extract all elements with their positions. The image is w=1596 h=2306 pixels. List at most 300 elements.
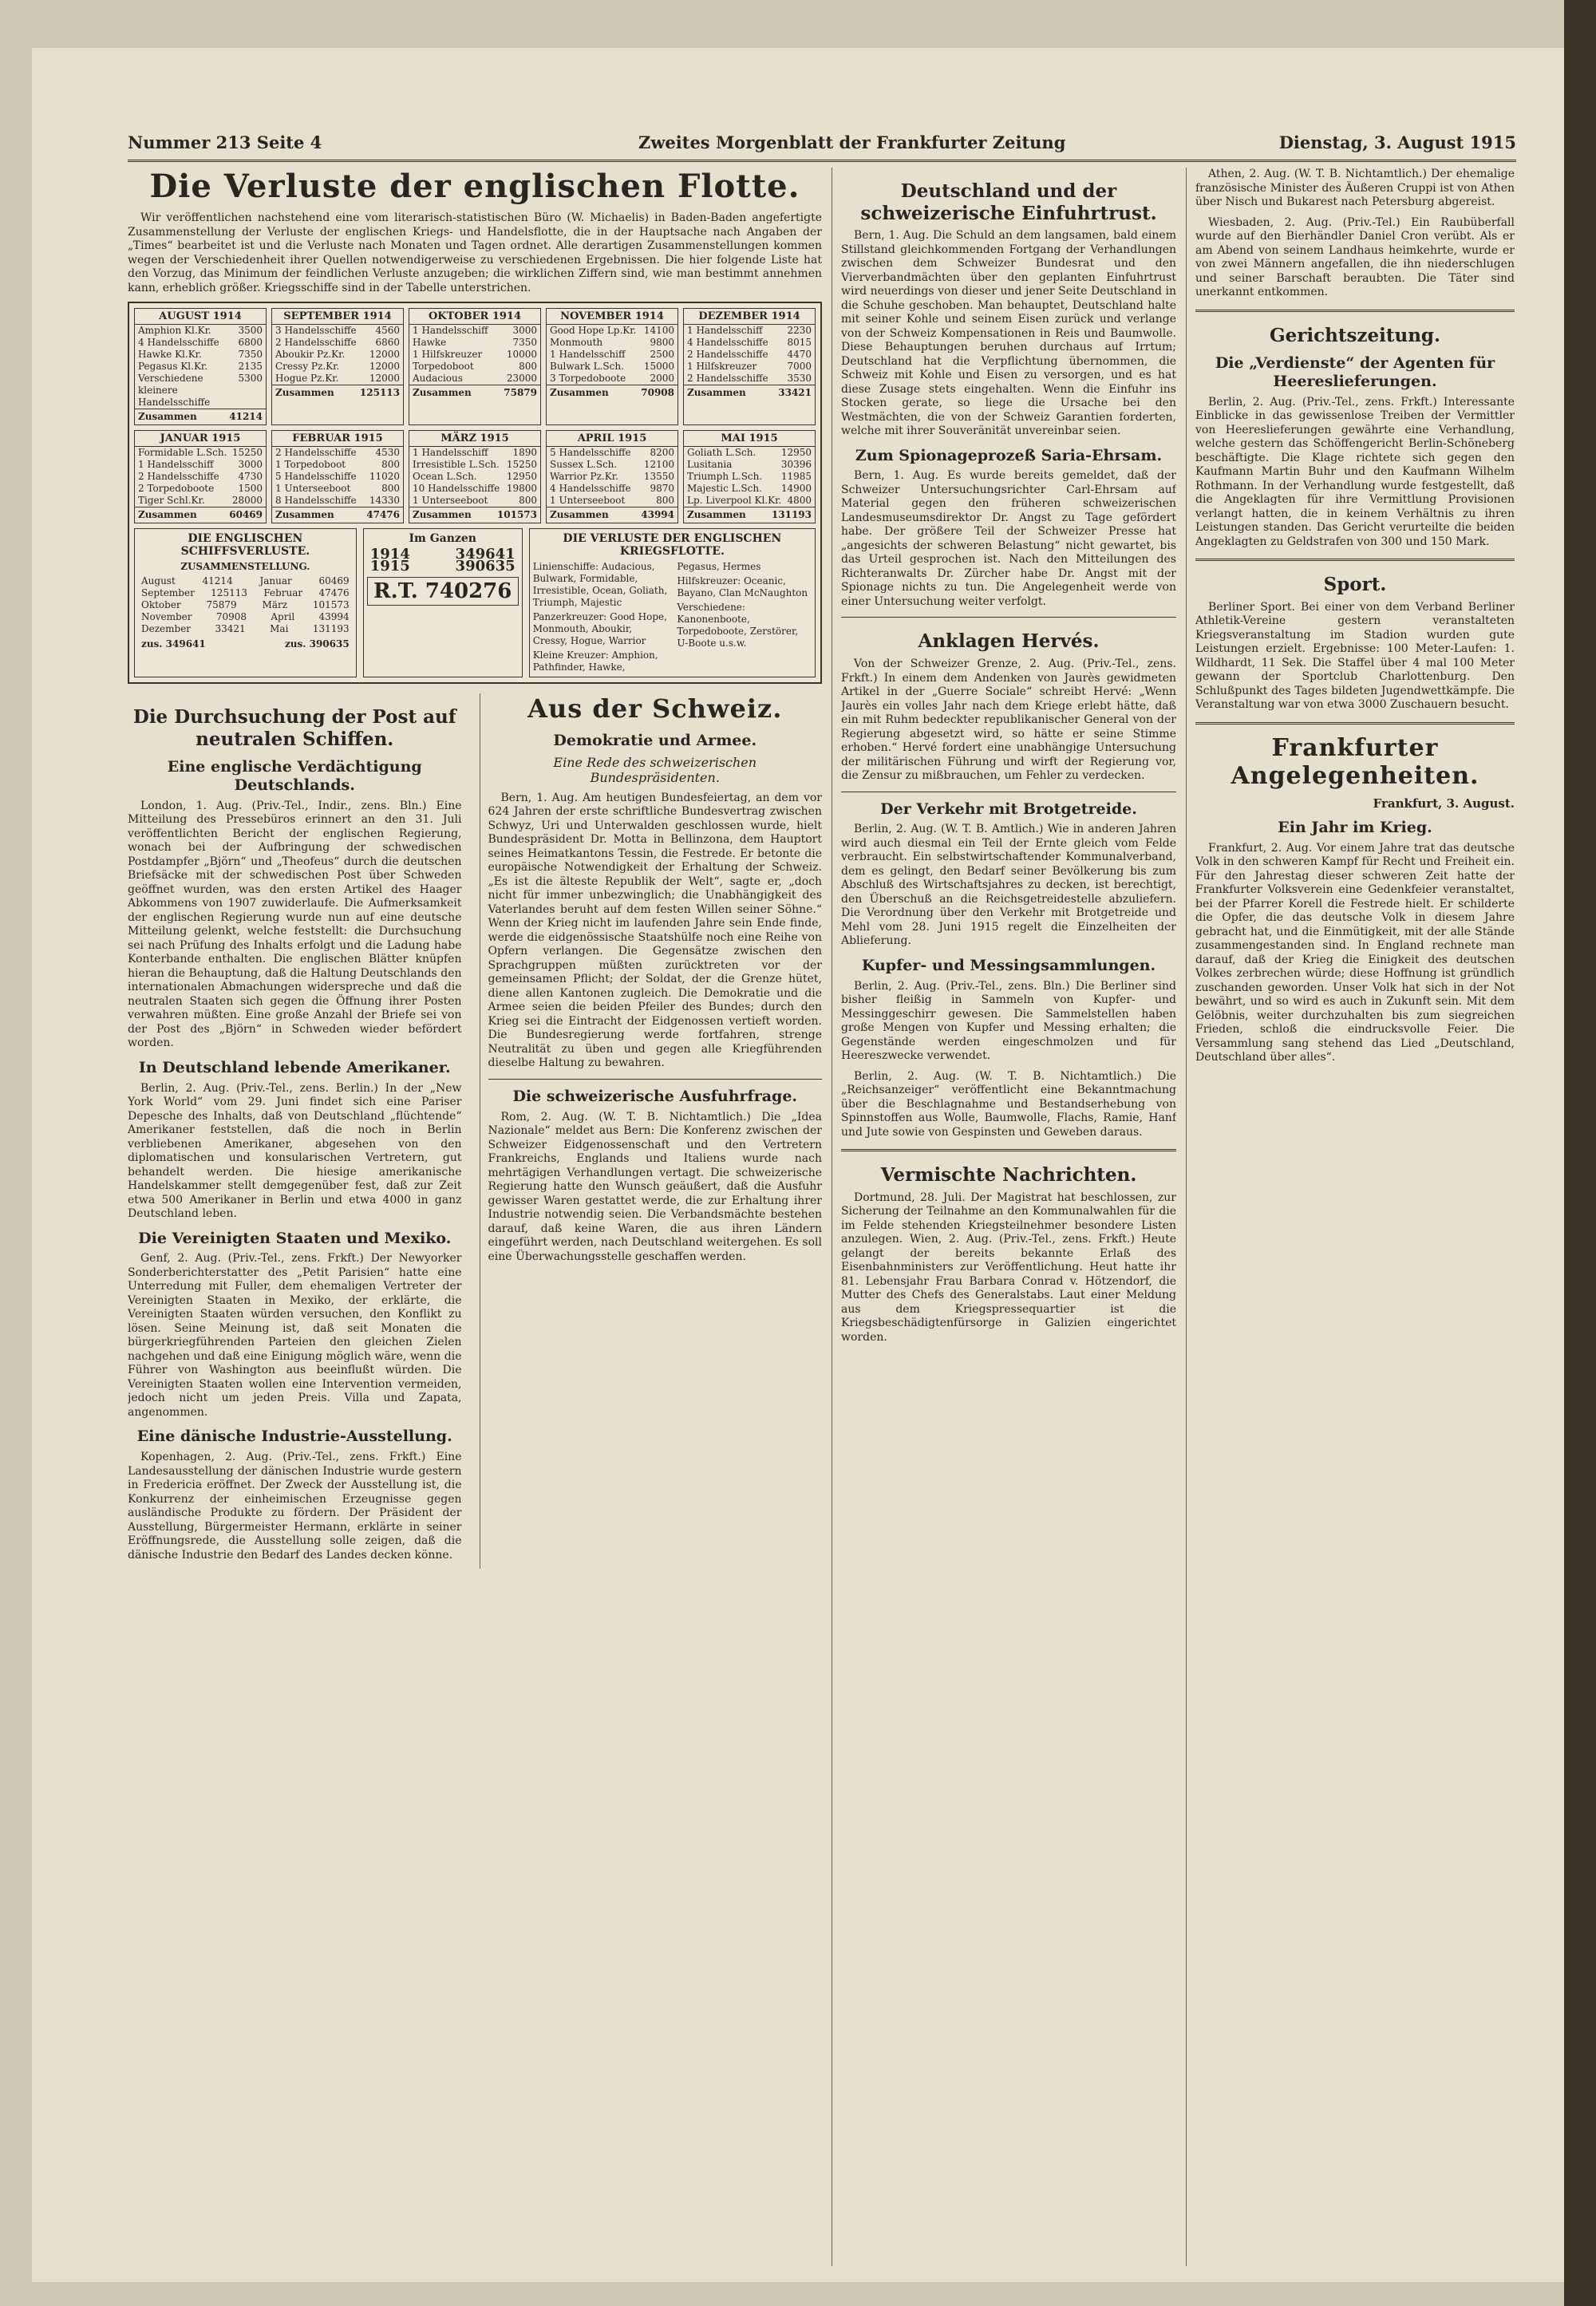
loss-row xyxy=(684,471,815,483)
ship-name: Monmouth xyxy=(550,337,603,348)
schweiz-title: Aus der Schweiz. xyxy=(527,693,783,724)
month-table xyxy=(409,430,541,523)
ship-name: 2 Handelsschiffe xyxy=(275,337,357,348)
tonnage: 6800 xyxy=(238,337,263,348)
tonnage: 14330 xyxy=(369,495,400,506)
tonnage: 10000 xyxy=(506,349,537,360)
tonnage: 15250 xyxy=(506,459,537,470)
summary-value: 101573 xyxy=(312,599,350,610)
amerikaner-text: Berlin, 2. Aug. (Priv.-Tel., zens. Berlin.) In der „New York World“ vom 29. Juni findet sich eine Pariser Depesche des Inhalts, daß von Deutschland „flüchtende“ Amerikaner feststellen, daß die noch in Berlin verbliebenen Amerikaner, abgesehen von den diplomatischen und konsularischen Vertretern, gut behandelt werden. Die hiesige amerikanische Handelskammer stellt demgegenüber fest, daß zur Zeit etwa 500 Amerikaner in Berlin und etwa 4000 in ganz Deutschland leben. xyxy=(128,1081,462,1221)
ship-name: Cressy Pz.Kr. xyxy=(275,361,340,372)
ship-name: 1 Unterseeboot xyxy=(413,495,488,506)
ship-name: Majestic L.Sch. xyxy=(687,483,762,494)
tonnage: 6860 xyxy=(375,337,400,348)
ship-name: 4 Handelsschiffe xyxy=(687,337,768,348)
summary-month: April xyxy=(271,611,295,622)
loss-row xyxy=(272,325,403,337)
vermischt-text: Dortmund, 28. Juli. Der Magistrat hat beschlossen, zur Sicherung der Teilnahme an den Kommunalwahlen für die im Felde stehenden Kriegsteilnehmer besondere Listen anzulegen. Wien, 2. Aug. (Priv.-Tel., zens. Frkft.) Heute gelangt der bereits bekannte Erlaß des Eisenbahnministers zur Veröffentlichung. Heut hatte ihr 81. Lebensjahr Frau Barbara Conrad v. Hötzendorf, die Mutter des Chefs des Generalstabs. Laut einer Meldung aus dem Kriegspressequartier ist die Kriegsbeschädigtenfürsorge in Galizien eingerichtet worden. xyxy=(841,1191,1176,1344)
summary-line xyxy=(138,611,353,623)
month-total xyxy=(547,507,678,523)
sport-text: Berliner Sport. Bei einer von dem Verband Berliner Athletik-Vereine gestern veranstalteten Kriegsveranstaltung im Stadion wurden gute Leistungen erzielt. Ergebnisse: 100 Meter-Laufen: 1. Wildhardt, 11 Sek. Die Staffel über 4 mal 100 Meter gewann der Sportclub Charlottenburg. Den Schlußpunkt des Tages bildeten Jugendwettkämpfe. Die Veranstaltung war von etwa 3000 Zuschauern besucht. xyxy=(1195,600,1515,712)
tonnage: 14100 xyxy=(643,325,674,336)
ship-name: 4 Handelsschiffe xyxy=(550,483,631,494)
summary-box xyxy=(134,528,357,677)
tonnage: 800 xyxy=(381,459,400,470)
loss-row xyxy=(135,483,266,495)
total-value: 75879 xyxy=(504,387,537,398)
loss-row xyxy=(547,373,678,385)
loss-row xyxy=(409,325,540,337)
loss-row xyxy=(684,325,815,337)
summary-line xyxy=(138,599,353,611)
loss-row xyxy=(135,447,266,459)
month-total xyxy=(272,385,403,401)
ship-name: Lusitania xyxy=(687,459,733,470)
divider xyxy=(488,1079,823,1080)
total-label: Zusammen xyxy=(413,509,472,520)
loss-row xyxy=(547,459,678,471)
tonnage: 12000 xyxy=(369,361,400,372)
month-name: AUGUST 1914 xyxy=(135,309,266,325)
loss-row xyxy=(684,495,815,507)
ship-name: 8 Handelsschiffe xyxy=(275,495,357,506)
month-table xyxy=(683,308,816,425)
tonnage: 11985 xyxy=(780,471,812,482)
loss-row xyxy=(135,349,266,361)
tonnage: 12950 xyxy=(506,471,537,482)
loss-row xyxy=(272,373,403,385)
ship-name: Torpedoboot xyxy=(413,361,474,372)
total-value: 101573 xyxy=(496,509,537,520)
vermischt-title: Vermischte Nachrichten. xyxy=(880,1164,1137,1187)
grand-total-label: Im Ganzen xyxy=(409,532,476,545)
loss-row xyxy=(272,483,403,495)
month-table xyxy=(134,308,267,425)
total-value: 70908 xyxy=(641,387,674,398)
tonnage: 4560 xyxy=(375,325,400,336)
summary-value: 75879 xyxy=(206,599,237,610)
ship-name: 1 Handelsschiff xyxy=(138,459,214,470)
loss-row xyxy=(409,459,540,471)
loss-row xyxy=(684,373,815,385)
loss-row xyxy=(547,495,678,507)
post-text: London, 1. Aug. (Priv.-Tel., Indir., zens. Bln.) Eine Mitteilung des Pressebüros erinnert an den 31. Juli veröffentlichten Bericht der englischen Regierung, wonach bei der Aufbringung der schwedischen Postdampfer „Björn“ und „Theofeus“ durch die deutschen Briefsäcke mit der schwedischen Post über Schweden geöffnet wurden, was den ersten Artikel des Haager Abkommens von 1907 zuwiderlaufe. Die Aufmerksamkeit der englischen Regierung wurde nun auf eine deutsche Mitteilung gelenkt, welche feststellt: die Durchsuchung sei nach Prüfung des Inhalts erfolgt und die Ladung habe Konterbande enthalten. Die englischen Blätter knüpfen hieran die Behauptung, daß die Haltung Deutschlands den internationalen Abmachungen widerspreche und daß die neutralen Staaten sich gegen die Öffnung ihrer Posten verwahren müßten. Eine große Anzahl der Briefe sei von der Post des „Björn“ in Schweden wieder befördert worden. xyxy=(128,799,462,1050)
loss-row xyxy=(547,483,678,495)
loss-row xyxy=(135,325,266,337)
divider xyxy=(1195,559,1515,561)
ship-name: Warrior Pz.Kr. xyxy=(550,471,618,482)
column-3 xyxy=(841,168,1176,2266)
summary-month: Oktober xyxy=(141,599,181,610)
brot-text: Berlin, 2. Aug. (W. T. B. Amtlich.) Wie in anderen Jahren wird auch diesmal ein Teil der Ernte gleich vom Felde verbraucht. Ein selbstwirtschaftender Kommunalverband, dem es gelingt, den Bedarf seiner Bevölkerung bis zum Abschluß des Wirtschaftsjahres zu decken, ist berechtigt, den Überschuß an die Reichsgetreidestelle abzuliefern. Die Verordnung über den Verkehr mit Brotgetreide und Mehl vom 28. Juni 1915 regelt die Einzelheiten der Ablieferung. xyxy=(841,823,1176,948)
sport-title: Sport. xyxy=(1323,574,1387,596)
demokratie-text: Bern, 1. Aug. Am heutigen Bundesfeiertag, an dem vor 624 Jahren der erste schriftliche Bundesvertrag zwischen Schwyz, Uri und Unterwalden geschlossen wurde, hielt Bundespräsident Dr. Motta in Bellinzona, dem Hauptort seines Heimatkantons Tessin, die Festrede. Er betonte die europäische Notwendigkeit der Erhaltung der Schweiz. „Es ist die älteste Republik der Welt“, sagte er, „doch nicht für immer unbezwinglich; die Unabhängigkeit des Vaterlandes beruht auf dem festen Willen seiner Söhne.“ Wenn der Krieg nicht im laufenden Jahre sein Ende finde, werde die eidgenössische Staatshülfe noch eine Reihe von Opfern verlangen. Die Gegensätze zwischen den Sprachgruppen müßten zurücktreten vor der gemeinsamen Pflicht; der Soldat, der die Grenze hütet, diene allen Kantonen zugleich. Die Demokratie und die Armee seien die beiden Pfeiler des Bundes; durch den Krieg sei die Eintracht der Eidgenossen vertieft worden. Die Bundesregierung werde fortfahren, strenge Neutralität zu üben und gegen alle Kriegführenden dieselbe Haltung zu bewahren. xyxy=(488,791,822,1070)
tonnage: 7000 xyxy=(787,361,812,372)
total-value: 43994 xyxy=(641,509,674,520)
summary-value: 41214 xyxy=(202,575,233,586)
column-rule xyxy=(1186,168,1187,2266)
summary-totals xyxy=(138,638,353,650)
kupfer-text: Berlin, 2. Aug. (Priv.-Tel., zens. Bln.) Die Berliner sind bisher fleißig in Sammeln von Kupfer- und Messinggeschirr gewesen. Die Sammelstellen haben große Mengen von Kupfer und Messing erhalten; die Gegenstände werden eingeschmolzen und für Heereszwecke verwendet. xyxy=(841,979,1176,1063)
total-label: Zusammen xyxy=(138,411,197,422)
year-1915: 1915 xyxy=(369,558,410,575)
loss-row xyxy=(272,471,403,483)
einfuhr-title: Deutschland und der schweizerische Einfuhrtrust. xyxy=(860,180,1157,224)
ship-name: Triumph L.Sch. xyxy=(687,471,763,482)
tonnage: 15250 xyxy=(231,447,263,458)
loss-row xyxy=(547,325,678,337)
loss-row xyxy=(409,495,540,507)
month-name: MAI 1915 xyxy=(684,431,815,447)
loss-row xyxy=(135,361,266,373)
gericht-subtitle: Die „Verdienste“ der Agenten für Heereslieferungen. xyxy=(1215,354,1495,390)
total-value: 41214 xyxy=(229,411,263,422)
loss-row xyxy=(409,337,540,349)
divider xyxy=(1195,310,1515,312)
tonnage: 800 xyxy=(381,483,400,494)
loss-row xyxy=(272,459,403,471)
ship-name: Pegasus Kl.Kr. xyxy=(138,361,208,372)
amerikaner-title: In Deutschland lebende Amerikaner. xyxy=(138,1058,451,1076)
loss-row xyxy=(135,459,266,471)
summary-month: September xyxy=(141,587,195,598)
tonnage: 11020 xyxy=(369,471,400,482)
month-total xyxy=(547,385,678,401)
tonnage: 30396 xyxy=(780,459,812,470)
tonnage: 12000 xyxy=(369,373,400,384)
tonnage: 8015 xyxy=(787,337,812,348)
tonnage: 4730 xyxy=(238,471,263,482)
loss-row xyxy=(684,447,815,459)
month-name: NOVEMBER 1914 xyxy=(547,309,678,325)
month-total xyxy=(409,385,540,401)
ship-name: Hawke xyxy=(413,337,447,348)
frankfurt-text: Frankfurt, 2. Aug. Vor einem Jahre trat das deutsche Volk in den schweren Kampf für Recht und Freiheit ein. Für den Jahrestag dieser schweren Zeit hatte der Frankfurter Volksverein eine Gedenkfeier veranstaltet, bei der Pfarrer Korell die Festrede hielt. Er schilderte die Opfer, die das deutsche Volk in diesem Jahre gebracht hat, und die Einmütigkeit, mit der alle Stände zusammengestanden sind. In England rechnete man darauf, daß der Krieg die Einigkeit des deutschen Volkes zerbrechen würde; diese Hoffnung ist gründlich zuschanden geworden. Unser Volk hat sich in der Not bewährt, und so wird es auch in Zukunft sein. Mit dem Gelöbnis, weiter durchzuhalten bis zum siegreichen Frieden, schloß die eindrucksvolle Feier. Die Versammlung sang stehend das Lied „Deutschland, Deutschland über alles“. xyxy=(1195,841,1515,1064)
column-4 xyxy=(1195,168,1515,2266)
rt-total: R.T. 740276 xyxy=(367,577,519,606)
col1-lower-left xyxy=(128,693,462,1569)
ship-name: Goliath L.Sch. xyxy=(687,447,757,458)
loss-row xyxy=(684,459,815,471)
tonnage: 13550 xyxy=(643,471,674,482)
tonnage: 3000 xyxy=(512,325,537,336)
grand-total-box xyxy=(363,528,523,677)
ship-name: Sussex L.Sch. xyxy=(550,459,618,470)
tonnage: 7350 xyxy=(238,349,263,360)
tonnage: 2230 xyxy=(787,325,812,336)
warship-list xyxy=(533,561,812,673)
tonnage: 5300 xyxy=(238,373,263,384)
total-value: 60469 xyxy=(229,509,263,520)
total-label: Zusammen xyxy=(138,509,197,520)
ship-name: 4 Handelsschiffe xyxy=(138,337,219,348)
tonnage: 3530 xyxy=(787,373,812,384)
mexiko-text: Genf, 2. Aug. (Priv.-Tel., zens. Frkft.) Der Newyorker Sonderberichterstatter des „Petit Parisien“ hatte eine Unterredung mit Fuller, dem ehemaligen Vertreter der Vereinigten Staaten in Mexiko, der erklärte, die Vereinigten Staaten würden versuchen, den Konflikt zu lösen. Seine Meinung ist, daß seit Monaten die bürgerkriegführenden Parteien den gleichen Zielen nachgehen und daß eine Einigung möglich wäre, wenn die Führer von Washington aus beeinflußt würden. Die Vereinigten Staaten wollen eine Intervention vermeiden, jedoch nicht um jeden Preis. Villa und Zapata, angenommen. xyxy=(128,1252,462,1419)
month-name: SEPTEMBER 1914 xyxy=(272,309,403,325)
tonnage: 12000 xyxy=(369,349,400,360)
ausfuhr-text: Rom, 2. Aug. (W. T. B. Nichtamtlich.) Die „Idea Nazionale“ meldet aus Bern: Die Konferenz zwischen der Schweizer Eidgenossenschaft und den Vertretern Frankreichs, Englands und Italiens wurde nach mehrtägigen Verhandlungen vertagt. Die schweizerische Regierung hatte den Wunsch geäußert, daß die Ausfuhr gewisser Waren gestattet werde, die zur Erhaltung ihrer Industrie notwendig seien. Die Verbandsmächte bestehen darauf, daß keine Waren, die aus ihren Ländern eingeführt werden, nach Deutschland weitergehen. Es soll eine Überwachungsstelle geschaffen werden. xyxy=(488,1110,822,1263)
summary-month: Januar xyxy=(259,575,292,586)
sum-1915: zus. 390635 xyxy=(284,638,350,650)
newspaper-page xyxy=(32,48,1564,2282)
month-total xyxy=(272,507,403,523)
summary-value: 60469 xyxy=(318,575,350,586)
tonnage: 19800 xyxy=(506,483,537,494)
year-1914: 1914 xyxy=(369,546,410,563)
loss-row xyxy=(272,361,403,373)
tonnage: 2500 xyxy=(650,349,674,360)
tonnage: 2135 xyxy=(238,361,263,372)
ship-name: 2 Torpedoboote xyxy=(138,483,215,494)
loss-row xyxy=(272,337,403,349)
ship-name: 1 Unterseeboot xyxy=(550,495,626,506)
summary-value: 125113 xyxy=(211,587,247,598)
summary-month: Februar xyxy=(263,587,303,598)
spionage-text: Bern, 1. Aug. Es wurde bereits gemeldet, daß der Schweizer Untersuchungsrichter Carl-Ehrsam auf Material gegen den früheren schweizerischen Landesmuseumsdirektor Dr. Angst zu Tage gefördert habe. Der größere Teil der Schweizer Presse hat „angesichts der schweren Belastung“ nicht gewartet, bis das Urteil gesprochen ist. Nach den Mitteilungen des Richteranwalts Dr. Zürcher habe Dr. Angst mit der Spionage nichts zu tun. Die Angelegenheit werde von einer Untersuchung weiter verfolgt. xyxy=(841,469,1176,608)
summary-lines xyxy=(138,575,353,635)
loss-row xyxy=(547,349,678,361)
wiesbaden-text: Wiesbaden, 2. Aug. (Priv.-Tel.) Ein Raubüberfall wurde auf den Bierhändler Daniel Cron verübt. Als er am Abend von seinem Landhaus heimkehrte, wurde er von zwei Männern angefallen, die ihn niederschlugen und seiner Barschaft beraubten. Die Täter sind unerkannt entkommen. xyxy=(1195,215,1515,298)
tonnage: 4530 xyxy=(375,447,400,458)
tonnage: 9800 xyxy=(650,337,674,348)
loss-row xyxy=(135,495,266,507)
ship-name: 1 Handelsschiff xyxy=(413,325,488,336)
ship-name: 1 Torpedoboot xyxy=(275,459,346,470)
tonnage: 12100 xyxy=(643,459,674,470)
tonnage: 800 xyxy=(519,495,537,506)
ship-name: Lp. Liverpool Kl.Kr. xyxy=(687,495,782,506)
ship-name: 1 Handelsschiff xyxy=(413,447,488,458)
value-1914: 349641 xyxy=(455,546,516,563)
summary-value: 43994 xyxy=(318,611,350,622)
total-label: Zusammen xyxy=(550,509,609,520)
month-name: APRIL 1915 xyxy=(547,431,678,447)
summary-line xyxy=(138,623,353,635)
ship-name: Ocean L.Sch. xyxy=(413,471,477,482)
spionage-title: Zum Spionageprozeß Saria-Ehrsam. xyxy=(855,446,1163,464)
total-value: 33421 xyxy=(778,387,812,398)
divider xyxy=(841,617,1176,618)
tonnage: 3500 xyxy=(238,325,263,336)
loss-row xyxy=(547,471,678,483)
einfuhr-text: Bern, 1. Aug. Die Schuld an dem langsamen, bald einem Stillstand gleichkommenden Fortgang der Verhandlungen zwischen dem Schweizer Bundesrat und den Vierverbandmächten über den geplanten Einfuhrtrust wird neuerdings von dieser und jener Seite Deutschland in die Schuhe geschoben. Man behauptet, Deutschland halte mit seiner Kohle und seinem Eisen zurück und verlange von der Schweiz Kompensationen in Reis und Baumwolle. Diese Behauptungen beruhen durchaus auf Irrtum; Deutschland hat die Verpflichtung übernommen, die Schweiz mit Kohle und Eisen zu versorgen, und es hat diese Zusage stets eingehalten. Wenn die Einfuhr ins Stocken gerate, so liege die Ursache bei den Westmächten, die von der Schweiz Garantien forderten, welche mit ihrer Souveränität unvereinbar seien. xyxy=(841,229,1176,438)
month-table xyxy=(271,430,404,523)
summary-line xyxy=(138,587,353,599)
column-1 xyxy=(128,168,822,2266)
loss-row xyxy=(409,361,540,373)
month-total xyxy=(409,507,540,523)
tonnage: 28000 xyxy=(231,495,263,506)
loss-row xyxy=(272,349,403,361)
ship-name: 5 Handelsschiffe xyxy=(550,447,631,458)
month-table xyxy=(134,430,267,523)
column-2 xyxy=(480,693,823,1569)
month-total xyxy=(135,409,266,424)
loss-row xyxy=(684,349,815,361)
total-1915 xyxy=(367,558,519,575)
summary-month: Mai xyxy=(270,623,289,634)
tonnage: 4800 xyxy=(787,495,812,506)
month-name: MÄRZ 1915 xyxy=(409,431,540,447)
warship-category: Kleine Kreuzer: Amphion, Pathfinder, Hawke, Pegasus, Hermes xyxy=(532,561,761,673)
summary-subtitle: ZUSAMMENSTELLUNG. xyxy=(180,561,310,572)
month-name: OKTOBER 1914 xyxy=(409,309,540,325)
loss-row xyxy=(135,471,266,483)
ship-name: Hogue Pz.Kr. xyxy=(275,373,339,384)
value-1915: 390635 xyxy=(455,558,516,575)
loss-row xyxy=(547,447,678,459)
frankfurt-dateline: Frankfurt, 3. August. xyxy=(1373,796,1515,811)
fleet-losses-table xyxy=(128,302,822,684)
herve-text: Von der Schweizer Grenze, 2. Aug. (Priv.-Tel., zens. Frkft.) In einem dem Andenken von Jaurès gewidmeten Artikel in der „Guerre Sociale“ schreibt Hervé: „Wenn Jaurès ein volles Jahr nach dem Kriege erlebt hätte, daß ein mit Ruhm bedeckter republikanischer General von der Regierung abgesetzt wird, so hätte er seine Stimme erhoben.“ Hervé fordert eine unabhängige Untersuchung der militärischen Führung und wirft der Regierung vor, die Zensur zu mißbrauchen, um Fehler zu verdecken. xyxy=(841,657,1176,783)
month-table xyxy=(271,308,404,425)
ship-name: Amphion Kl.Kr. xyxy=(138,325,211,336)
summary-value: 33421 xyxy=(215,623,246,634)
fleet-intro: Wir veröffentlichen nachstehend eine vom literarisch-statistischen Büro (W. Michaelis) in Baden-Baden angefertigte Zusammenstellung der Verluste der englischen Kriegs- und Handelsflotte, die in der Hauptsache nach Angaben der „Times“ bearbeitet ist und die Verluste nach Monaten und Tagen ordnet. Alle derartigen Zusammenstellungen kommen wegen der Verschiedenheit ihrer Quellen notwendigerweise zu verschiedenen Ergebnissen. Die hier folgende Liste hat den Vorzug, das Minimum der feindlichen Verluste anzugeben; die wirklichen Ziffern sind, wie man bestimmt annehmen kann, erheblich größer. Kriegsschiffe sind in der Tabelle unterstrichen. xyxy=(128,211,822,294)
divider xyxy=(1195,722,1515,725)
ship-name: Tiger Schl.Kr. xyxy=(138,495,205,506)
loss-row xyxy=(547,361,678,373)
ship-name: Aboukir Pz.Kr. xyxy=(275,349,346,360)
month-name: DEZEMBER 1914 xyxy=(684,309,815,325)
frankfurt-dateline-row xyxy=(1195,796,1515,811)
gericht-text: Berlin, 2. Aug. (Priv.-Tel., zens. Frkft.) Interessante Einblicke in das gewissenlose Treiben der Vermittler von Heereslieferungen gewährte eine Verhandlung, welche gestern das Schöffengericht Berlin-Schöneberg beschäftigte. Die Klage richtete sich gegen den Kaufmann Martin Buhr und den Kaufmann Wilhelm Rothmann. In der Verhandlung wurde festgestellt, daß die Angeklagten für ihre Vermittlung Provisionen verlangt hatten, die in keinem Verhältnis zu ihren Leistungen standen. Das Gericht verurteilte die beiden Angeklagten zu Geldstrafen von 300 und 150 Mark. xyxy=(1195,395,1515,548)
daenisch-text: Kopenhagen, 2. Aug. (Priv.-Tel., zens. Frkft.) Eine Landesausstellung der dänischen Industrie wurde gestern in Fredericia eröffnet. Der Zweck der Ausstellung ist, die Konkurrenz der einheimischen Erzeugnisse gegen ausländische Produkte zu fördern. Der Präsident der Ausstellung, Bürgermeister Hermann, erklärte in seiner Eröffnungsrede, die Ausstellung solle zeigen, daß die dänische Industrie den Bedarf des Landes decken könne. xyxy=(128,1451,462,1562)
loss-row xyxy=(409,483,540,495)
summary-row xyxy=(134,528,816,677)
warship-category: Verschiedene: Kanonenboote, Torpedoboote, Zerstörer, U-Boote u.s.w. xyxy=(677,602,799,649)
ship-name: 3 Handelsschiffe xyxy=(275,325,357,336)
brot-title: Der Verkehr mit Brotgetreide. xyxy=(880,800,1137,818)
tonnage: 7350 xyxy=(512,337,537,348)
summary-line xyxy=(138,575,353,587)
ship-name: 2 Handelsschiffe xyxy=(275,447,357,458)
ship-name: 1 Hilfskreuzer xyxy=(687,361,757,372)
warship-category: Hilfskreuzer: Oceanic, Bayano, Clan McNaughton xyxy=(677,575,808,598)
paper-title: Zweites Morgenblatt der Frankfurter Zeitung xyxy=(638,132,1066,152)
post-title: Die Durchsuchung der Post auf neutralen Schiffen. xyxy=(132,706,456,750)
ship-name: Irresistible L.Sch. xyxy=(413,459,500,470)
ship-name: Formidable L.Sch. xyxy=(138,447,227,458)
mexiko-title: Die Vereinigten Staaten und Mexiko. xyxy=(138,1229,452,1247)
summary-month: August xyxy=(141,575,176,586)
tonnage: 3000 xyxy=(238,459,263,470)
month-table xyxy=(546,430,678,523)
ship-name: Audacious xyxy=(413,373,463,384)
issue-date: Dienstag, 3. August 1915 xyxy=(1278,132,1516,152)
warship-losses-box xyxy=(529,528,816,677)
frankfurt-title: Frankfurter Angelegenheiten. xyxy=(1231,733,1479,790)
month-total xyxy=(684,385,815,401)
spinnstoff-text: Berlin, 2. Aug. (W. T. B. Nichtamtlich.) Die „Reichsanzeiger“ veröffentlicht eine Bekanntmachung über die Beschlagnahme und Bestandserhebung von Spinnstoffen aus Wolle, Baumwolle, Flachs, Ramie, Hanf und Jute sowie von Gespinsten und Geweben daraus. xyxy=(841,1069,1176,1139)
masthead xyxy=(128,128,1516,162)
ship-name: 1 Unterseeboot xyxy=(275,483,351,494)
tonnage: 8200 xyxy=(650,447,674,458)
tonnage: 1500 xyxy=(238,483,263,494)
tonnage: 4470 xyxy=(787,349,812,360)
loss-row xyxy=(272,495,403,507)
tonnage: 14900 xyxy=(780,483,812,494)
binding-spine xyxy=(1564,0,1596,2306)
ship-name: 2 Handelsschiffe xyxy=(138,471,219,482)
summary-value: 131193 xyxy=(312,623,350,634)
loss-row xyxy=(684,361,815,373)
article-title-fleet-losses: Die Verluste der englischen Flotte. xyxy=(149,168,800,205)
loss-row xyxy=(135,337,266,349)
ausfuhr-title: Die schweizerische Ausfuhrfrage. xyxy=(512,1087,798,1105)
month-total xyxy=(135,507,266,523)
total-label: Zusammen xyxy=(275,509,334,520)
divider xyxy=(841,1149,1176,1151)
total-value: 125113 xyxy=(359,387,400,398)
month-total xyxy=(684,507,815,523)
loss-row xyxy=(135,373,266,409)
tonnage: 800 xyxy=(519,361,537,372)
col1-lower xyxy=(128,693,822,1569)
tonnage: 15000 xyxy=(643,361,674,372)
loss-row xyxy=(409,373,540,385)
ship-name: Bulwark L.Sch. xyxy=(550,361,624,372)
ship-name: 1 Handelsschiff xyxy=(550,349,626,360)
month-table xyxy=(683,430,816,523)
issue-number: Nummer 213 Seite 4 xyxy=(128,132,322,152)
gericht-title: Gerichtszeitung. xyxy=(1269,324,1441,346)
frankfurt-subtitle: Ein Jahr im Krieg. xyxy=(1278,818,1432,836)
tonnage: 800 xyxy=(656,495,674,506)
total-label: Zusammen xyxy=(687,387,746,398)
total-value: 131193 xyxy=(771,509,812,520)
ship-name: Good Hope Lp.Kr. xyxy=(550,325,637,336)
month-name: FEBRUAR 1915 xyxy=(272,431,403,447)
months-1915 xyxy=(134,430,816,523)
summary-value: 70908 xyxy=(215,611,247,622)
loss-row xyxy=(409,349,540,361)
ship-name: 1 Handelsschiff xyxy=(687,325,763,336)
month-table xyxy=(409,308,541,425)
ship-name: 2 Handelsschiffe xyxy=(687,349,768,360)
total-label: Zusammen xyxy=(687,509,746,520)
tonnage: 2000 xyxy=(650,373,674,384)
tonnage: 9870 xyxy=(650,483,674,494)
month-table xyxy=(546,308,678,425)
tonnage: 1890 xyxy=(512,447,537,458)
warship-losses-title: DIE VERLUSTE DER ENGLISCHEN KRIEGSFLOTTE. xyxy=(563,532,782,558)
summary-month: November xyxy=(141,611,192,622)
tonnage: 23000 xyxy=(506,373,537,384)
ship-name: Verschiedene kleinere Handelsschiffe xyxy=(138,373,211,408)
month-name: JANUAR 1915 xyxy=(135,431,266,447)
demokratie-subtitle: Eine Rede des schweizerischen Bundespräsidenten. xyxy=(553,754,757,785)
loss-row xyxy=(684,483,815,495)
total-label: Zusammen xyxy=(275,387,334,398)
loss-row xyxy=(409,447,540,459)
tonnage: 12950 xyxy=(780,447,812,458)
summary-title: DIE ENGLISCHEN SCHIFFSVERLUSTE. xyxy=(180,532,310,558)
loss-row xyxy=(409,471,540,483)
loss-row xyxy=(272,447,403,459)
ship-name: 2 Handelsschiffe xyxy=(687,373,768,384)
ship-name: 5 Handelsschiffe xyxy=(275,471,357,482)
ship-name: 1 Hilfskreuzer xyxy=(413,349,483,360)
loss-row xyxy=(684,337,815,349)
post-subtitle: Eine englische Verdächtigung Deutschlands. xyxy=(167,758,422,794)
months-1914 xyxy=(134,308,816,425)
ship-name: Hawke Kl.Kr. xyxy=(138,349,202,360)
ship-name: 10 Handelsschiffe xyxy=(413,483,500,494)
total-value: 47476 xyxy=(366,509,400,520)
total-label: Zusammen xyxy=(550,387,609,398)
warship-category: Panzerkreuzer: Good Hope, Monmouth, Aboukir, Cressy, Hogue, Warrior xyxy=(532,611,667,646)
